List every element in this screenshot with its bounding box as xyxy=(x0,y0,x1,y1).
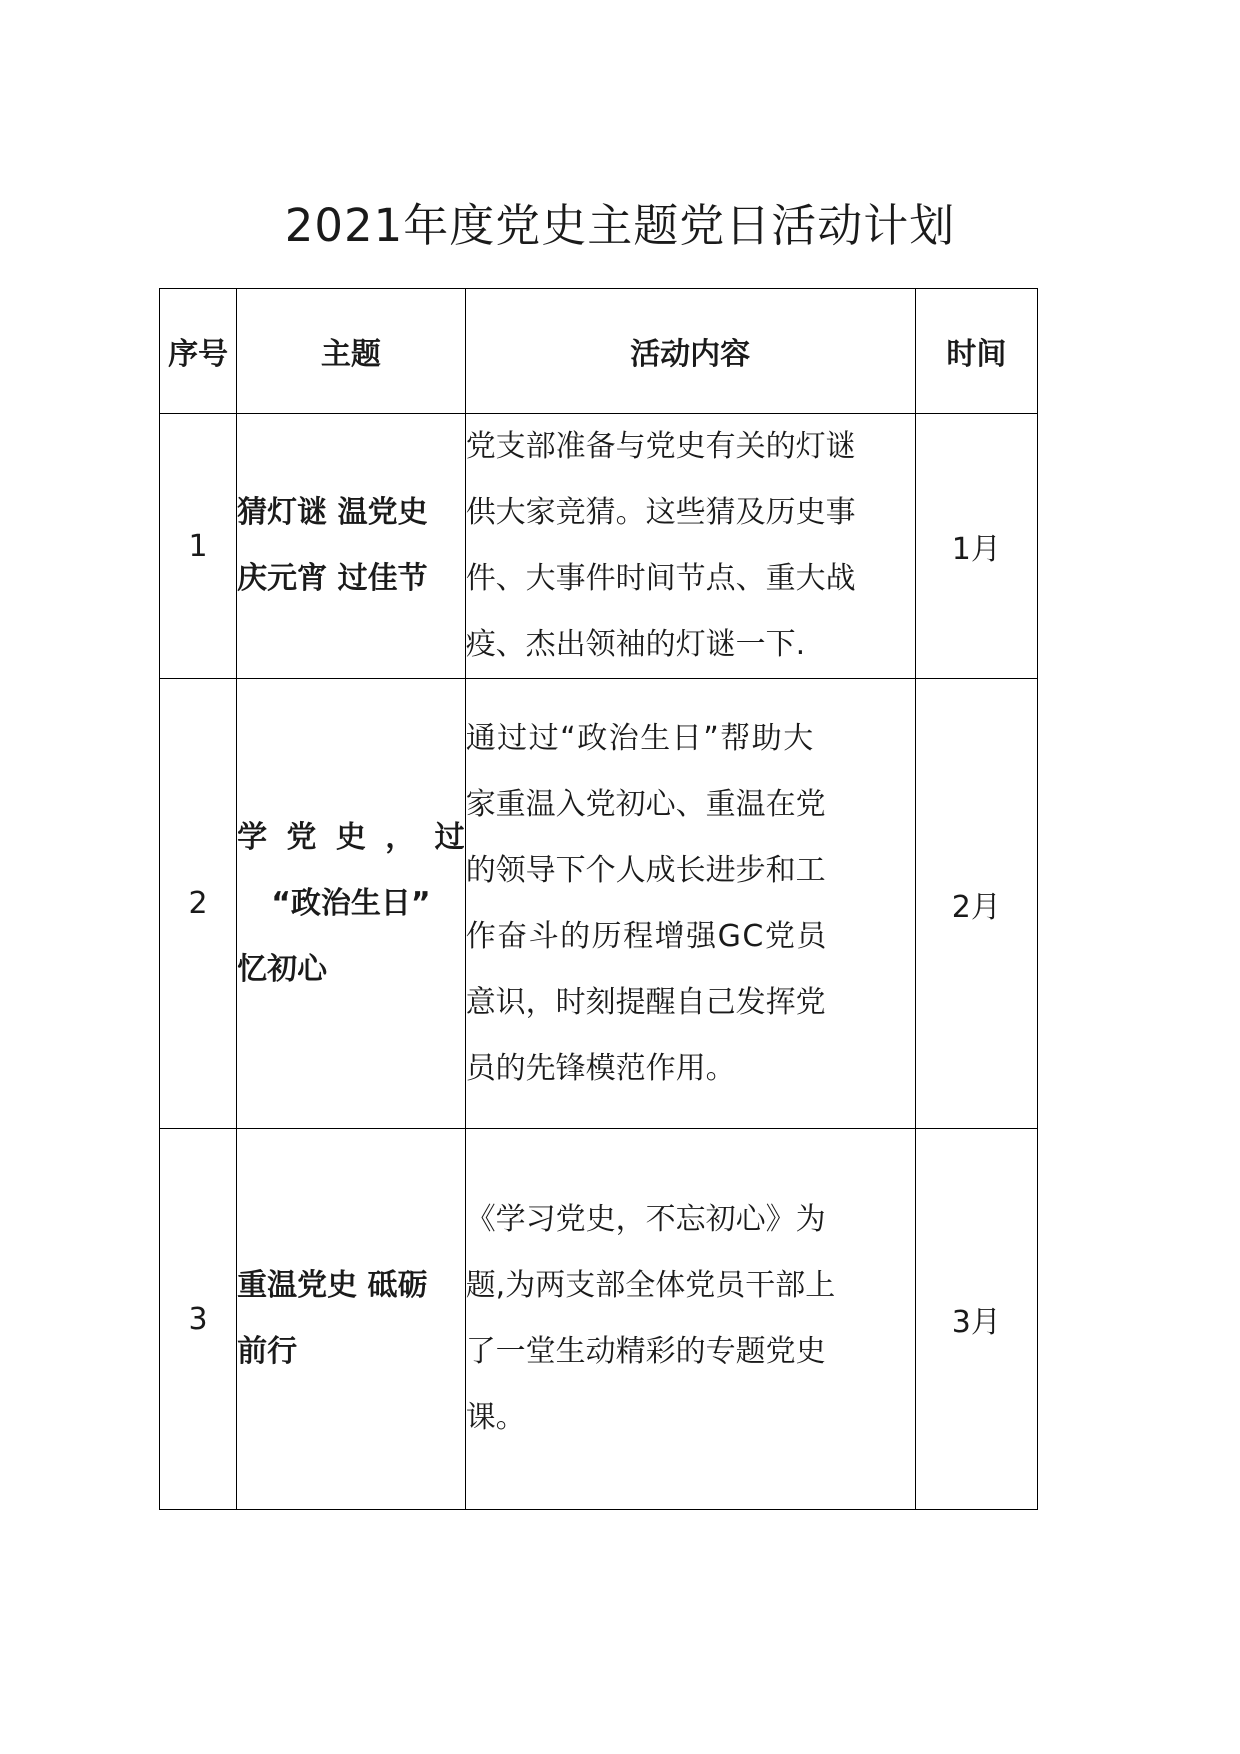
theme-char: 史 xyxy=(335,819,366,855)
theme-line: 猜灯谜 温党史 xyxy=(237,495,428,530)
content-line: 员的先锋模范作用。 xyxy=(465,1050,736,1086)
page-title: 2021年度党史主题党日活动计划 xyxy=(284,199,956,252)
row-theme xyxy=(237,1129,466,1510)
content-line: 家重温入党初心、重温在党 xyxy=(465,786,826,822)
theme-char: 党 xyxy=(286,819,317,855)
activity-plan-table xyxy=(159,288,1038,1510)
row-number: 2 xyxy=(160,679,237,1129)
content-line: 课。 xyxy=(465,1400,526,1435)
theme-char: 过 xyxy=(434,819,465,855)
theme-line: 忆初心 xyxy=(237,951,328,987)
theme-char: ， xyxy=(385,819,416,855)
row-time: 1月 xyxy=(915,414,1037,679)
row-content xyxy=(465,679,915,1129)
table-row xyxy=(160,679,1038,1129)
content-line: 题,为两支部全体党员干部上 xyxy=(465,1268,836,1303)
row-content xyxy=(465,414,915,679)
row-number: 3 xyxy=(160,1129,237,1510)
theme-line: “政治生日” xyxy=(271,885,431,921)
header-theme: 主题 xyxy=(237,289,466,414)
content-line: 供大家竞猜。这些猜及历史事 xyxy=(465,495,856,530)
theme-line: 重温党史 砥砺 xyxy=(237,1268,428,1303)
row-time: 3月 xyxy=(915,1129,1037,1510)
table-header-row xyxy=(160,289,1038,414)
content-line: 的领导下个人成长进步和工 xyxy=(465,852,826,888)
content-line: 意识，时刻提醒自己发挥党 xyxy=(465,984,826,1020)
row-content xyxy=(465,1129,915,1510)
content-line: 《学习党史，不忘初心》为 xyxy=(465,1202,826,1237)
row-time: 2月 xyxy=(915,679,1037,1129)
content-line: 疫、杰出领袖的灯谜一下. xyxy=(465,627,806,662)
row-theme xyxy=(237,414,466,679)
header-no: 序号 xyxy=(160,289,237,414)
table-row xyxy=(160,414,1038,679)
theme-line: 前行 xyxy=(237,1334,298,1369)
row-theme xyxy=(237,679,466,1129)
content-line: 党支部准备与党史有关的灯谜 xyxy=(465,429,856,464)
table-row xyxy=(160,1129,1038,1510)
theme-char: 学 xyxy=(237,819,268,855)
content-line: 件、大事件时间节点、重大战 xyxy=(465,561,856,596)
content-line: 了一堂生动精彩的专题党史 xyxy=(465,1334,826,1369)
header-content: 活动内容 xyxy=(465,289,915,414)
row-number: 1 xyxy=(160,414,237,679)
header-time: 时间 xyxy=(915,289,1037,414)
theme-line-justified xyxy=(237,805,465,871)
content-line: 作奋斗的历程增强GC党员 xyxy=(465,918,828,954)
content-line: 通过过“政治生日”帮助大 xyxy=(465,720,815,756)
theme-line: 庆元宵 过佳节 xyxy=(237,561,428,596)
